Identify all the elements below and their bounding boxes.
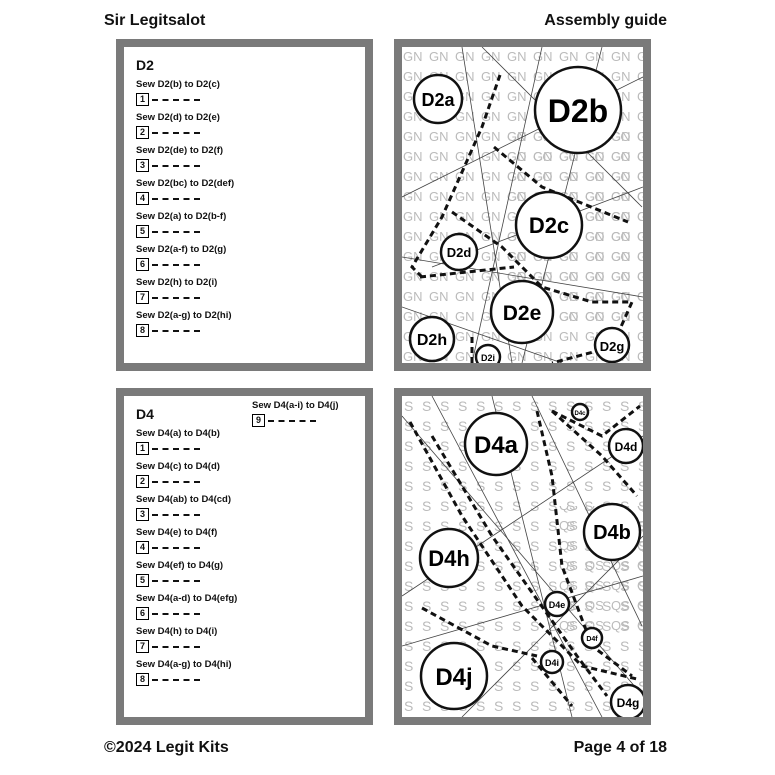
dashed-line — [152, 481, 200, 483]
step-number: 7 — [136, 291, 149, 304]
dashed-line — [152, 264, 200, 266]
step-text: Sew D4(a) to D4(b) — [136, 428, 220, 439]
dashed-line — [152, 165, 200, 167]
dashed-line — [152, 547, 200, 549]
d2-step — [136, 277, 365, 304]
step-text: Sew D4(c) to D4(d) — [136, 461, 220, 472]
d4-instructions-card — [116, 388, 373, 725]
d2-instructions-card — [116, 39, 373, 371]
d4i-label: D4i — [544, 658, 560, 668]
step-number: 7 — [136, 640, 149, 653]
step-number: 2 — [136, 475, 149, 488]
d4a-label: D4a — [473, 432, 519, 459]
d4h-label: D4h — [428, 546, 470, 571]
d4b-label: D4b — [593, 522, 631, 544]
d2-step — [136, 145, 365, 172]
d4j-label: D4j — [435, 664, 473, 691]
d4-step — [136, 527, 365, 554]
d4-step — [136, 461, 365, 488]
d4-step-9 — [252, 400, 339, 427]
step-text: Sew D2(h) to D2(i) — [136, 277, 218, 288]
step-number: 3 — [136, 508, 149, 521]
d4-step — [136, 626, 365, 653]
dashed-line — [152, 514, 200, 516]
dashed-line — [152, 679, 200, 681]
dashed-line — [152, 99, 200, 101]
d4-step — [136, 659, 365, 686]
d2-step — [136, 178, 365, 205]
step-text: Sew D2(a-g) to D2(hi) — [136, 310, 232, 321]
step-number: 4 — [136, 192, 149, 205]
dashed-line — [152, 448, 200, 450]
step-number: 2 — [136, 126, 149, 139]
dashed-line — [152, 330, 200, 332]
step-text: Sew D2(de) to D2(f) — [136, 145, 224, 156]
d2e-label: D2e — [502, 302, 542, 325]
step-text: Sew D2(d) to D2(e) — [136, 112, 220, 123]
d4-step — [136, 593, 365, 620]
d2-step — [136, 112, 365, 139]
dashed-line — [152, 580, 200, 582]
d2b-label: D2b — [547, 93, 609, 129]
section-title: Assembly guide — [544, 12, 667, 29]
d2i-label: D2i — [480, 353, 496, 363]
d2h-label: D2h — [416, 332, 448, 349]
step-number: 1 — [136, 93, 149, 106]
dashed-line — [152, 231, 200, 233]
step-number: 6 — [136, 258, 149, 271]
d2-step — [136, 79, 365, 106]
step-text: Sew D4(a-d) to D4(efg) — [136, 593, 238, 604]
d4e-label: D4e — [548, 600, 566, 610]
copyright: ©2024 Legit Kits — [104, 739, 229, 756]
d4c-label: D4c — [574, 411, 586, 417]
d4-step — [136, 428, 365, 455]
d2c-label: D2c — [528, 213, 570, 238]
d2-pattern-diagram — [394, 39, 651, 371]
page-number: Page 4 of 18 — [573, 739, 667, 756]
d4-pattern-diagram — [394, 388, 651, 725]
step-number: 9 — [252, 414, 265, 427]
step-text: Sew D4(ab) to D4(cd) — [136, 494, 232, 505]
d4-title: D4 — [136, 406, 154, 422]
d2-diagram-svg — [402, 47, 643, 363]
d2-step — [136, 310, 365, 337]
step-number: 1 — [136, 442, 149, 455]
d4-step — [136, 560, 365, 587]
d4-step-list — [136, 428, 365, 686]
brand-name: Sir Legitsalot — [104, 12, 206, 29]
step-text: Sew D4(h) to D4(i) — [136, 626, 218, 637]
step-number: 8 — [136, 324, 149, 337]
d4g-label: D4g — [616, 696, 640, 710]
dashed-line — [152, 297, 200, 299]
d2-step — [136, 211, 365, 238]
step-number: 8 — [136, 673, 149, 686]
dashed-line — [152, 132, 200, 134]
step-text: Sew D2(a) to D2(b-f) — [136, 211, 227, 222]
step-text: Sew D4(a-i) to D4(j) — [252, 400, 339, 411]
d2g-label: D2g — [599, 339, 625, 354]
step-number: 4 — [136, 541, 149, 554]
step-text: Sew D2(b) to D2(c) — [136, 79, 220, 90]
d2-title: D2 — [136, 57, 154, 73]
dashed-line — [152, 646, 200, 648]
dashed-line — [268, 420, 316, 422]
d4-step — [136, 494, 365, 521]
step-text: Sew D2(a-f) to D2(g) — [136, 244, 227, 255]
step-number: 5 — [136, 225, 149, 238]
dashed-line — [152, 198, 200, 200]
step-text: Sew D4(a-g) to D4(hi) — [136, 659, 232, 670]
step-text: Sew D2(bc) to D2(def) — [136, 178, 235, 189]
d2a-label: D2a — [421, 90, 455, 110]
step-number: 3 — [136, 159, 149, 172]
d2-step — [136, 244, 365, 271]
step-number: 6 — [136, 607, 149, 620]
d4f-label: D4f — [586, 636, 598, 643]
d2d-label: D2d — [446, 245, 472, 260]
step-number: 5 — [136, 574, 149, 587]
dashed-line — [152, 613, 200, 615]
d2-step-list — [136, 79, 365, 337]
step-text: Sew D4(ef) to D4(g) — [136, 560, 224, 571]
d4d-label: D4d — [614, 440, 638, 454]
step-text: Sew D4(e) to D4(f) — [136, 527, 218, 538]
d4-diagram-svg — [402, 396, 643, 717]
